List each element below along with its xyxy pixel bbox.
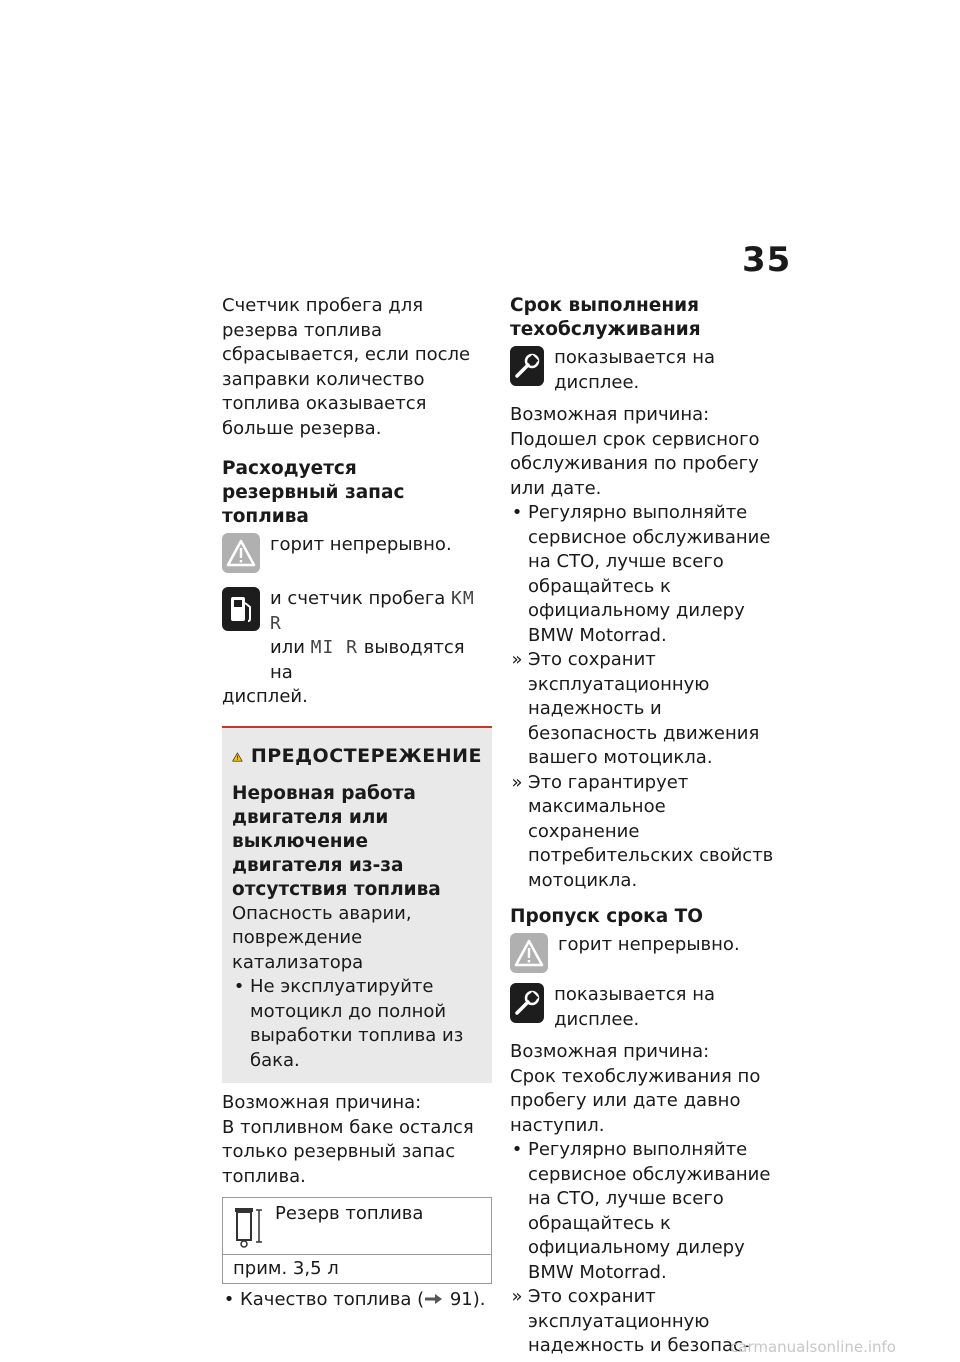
footer-watermark: carmanualsonline.info (730, 1338, 896, 1356)
cause-text: В топливном баке остался только резервный запас топлива. (222, 1116, 474, 1187)
wrench-icon (510, 346, 544, 386)
warning-triangle-icon (510, 933, 548, 973)
warning-risk: Опасность аварии, повреждение катализатора (232, 902, 412, 973)
section-heading-maintenance-missed: Пропуск срока ТО (510, 906, 703, 927)
counter-text-pre: и счетчик пробега (270, 588, 452, 609)
lit-text-2: горит непрерывно. (558, 934, 740, 955)
section-heading-maintenance-due: Срок выполнения техобслуживания (510, 295, 701, 340)
counter-text-or: или (270, 637, 311, 658)
intro-text: Счетчик пробега для резерва топлива сбрасывается, если после заправки количество топлива оказывается больше резерва. (222, 295, 471, 439)
warning-triangle-icon (222, 533, 260, 573)
fuel-pump-icon (222, 587, 260, 631)
cause-label: Возможная причина: (222, 1092, 422, 1113)
counter-km-r: KM R (270, 588, 475, 634)
warning-bullet: • Не эксплуатируйте мотоцикл до полной выработки топлива из бака. (233, 976, 464, 1071)
shown-text-1: показывается на дисплее. (554, 347, 716, 393)
wrench-icon (510, 983, 544, 1023)
cause-label-2: Возможная причина: (510, 1041, 710, 1062)
warning-title: ПРЕДОСТЕРЕЖЕНИЕ (250, 745, 482, 768)
counter-text-post: выводятся на (270, 637, 465, 683)
shown-text-2: показывается на дисплее. (554, 984, 716, 1030)
page-number: 35 (742, 240, 792, 280)
fuel-quality-ref: 91). (449, 1289, 486, 1310)
warning-subtitle: Неровная работа двигателя или выключение двигателя из-за отсутствия топлива (232, 782, 441, 900)
cause-text-2: Срок техобслуживания по пробегу или дате давно наступил. (510, 1065, 761, 1136)
result-1b: » Это гарантирует максимальное сохранение потребительских свойств мотоцикла. (511, 771, 774, 891)
arrow-ref-icon (424, 1293, 444, 1305)
counter-line3: дисплей. (222, 686, 308, 707)
lit-text: горит непрерывно. (270, 534, 452, 555)
section-heading-fuel-reserve: Расходуется резервный запас топлива (222, 458, 405, 527)
warning-box (222, 726, 492, 1084)
result-1a: » Это сохранит эксплуатационную надежность и безопасность движения вашего мотоцикла. (511, 649, 760, 768)
bullet-2: • Регулярно выполняйте сервисное обслуживание на СТО, лучше всего обращайтесь к официальному дилеру BMW Motorrad. (511, 1139, 771, 1283)
cause-text-1: Подошел срок сервисного обслуживания по пробегу или дате. (510, 428, 760, 499)
fuel-quality-bullet: • Качество топлива ( 91). (223, 1289, 486, 1310)
fuel-tank-icon (233, 1204, 269, 1248)
table-value: прим. 3,5 л (233, 1258, 339, 1279)
result-2: » Это сохранит эксплуатационную надежность и безопас- (511, 1286, 750, 1356)
bullet-1: • Регулярно выполняйте сервисное обслуживание на СТО, лучше всего обращайтесь к официальному дилеру BMW Motorrad. (511, 502, 771, 646)
left-column (222, 294, 492, 1313)
cause-label-1: Возможная причина: (510, 404, 710, 425)
table-label: Резерв топлива (275, 1203, 424, 1224)
warning-triangle-icon (232, 742, 243, 772)
fuel-reserve-table (222, 1197, 492, 1284)
right-column (510, 294, 780, 1359)
counter-mi-r: MI R (310, 637, 358, 658)
